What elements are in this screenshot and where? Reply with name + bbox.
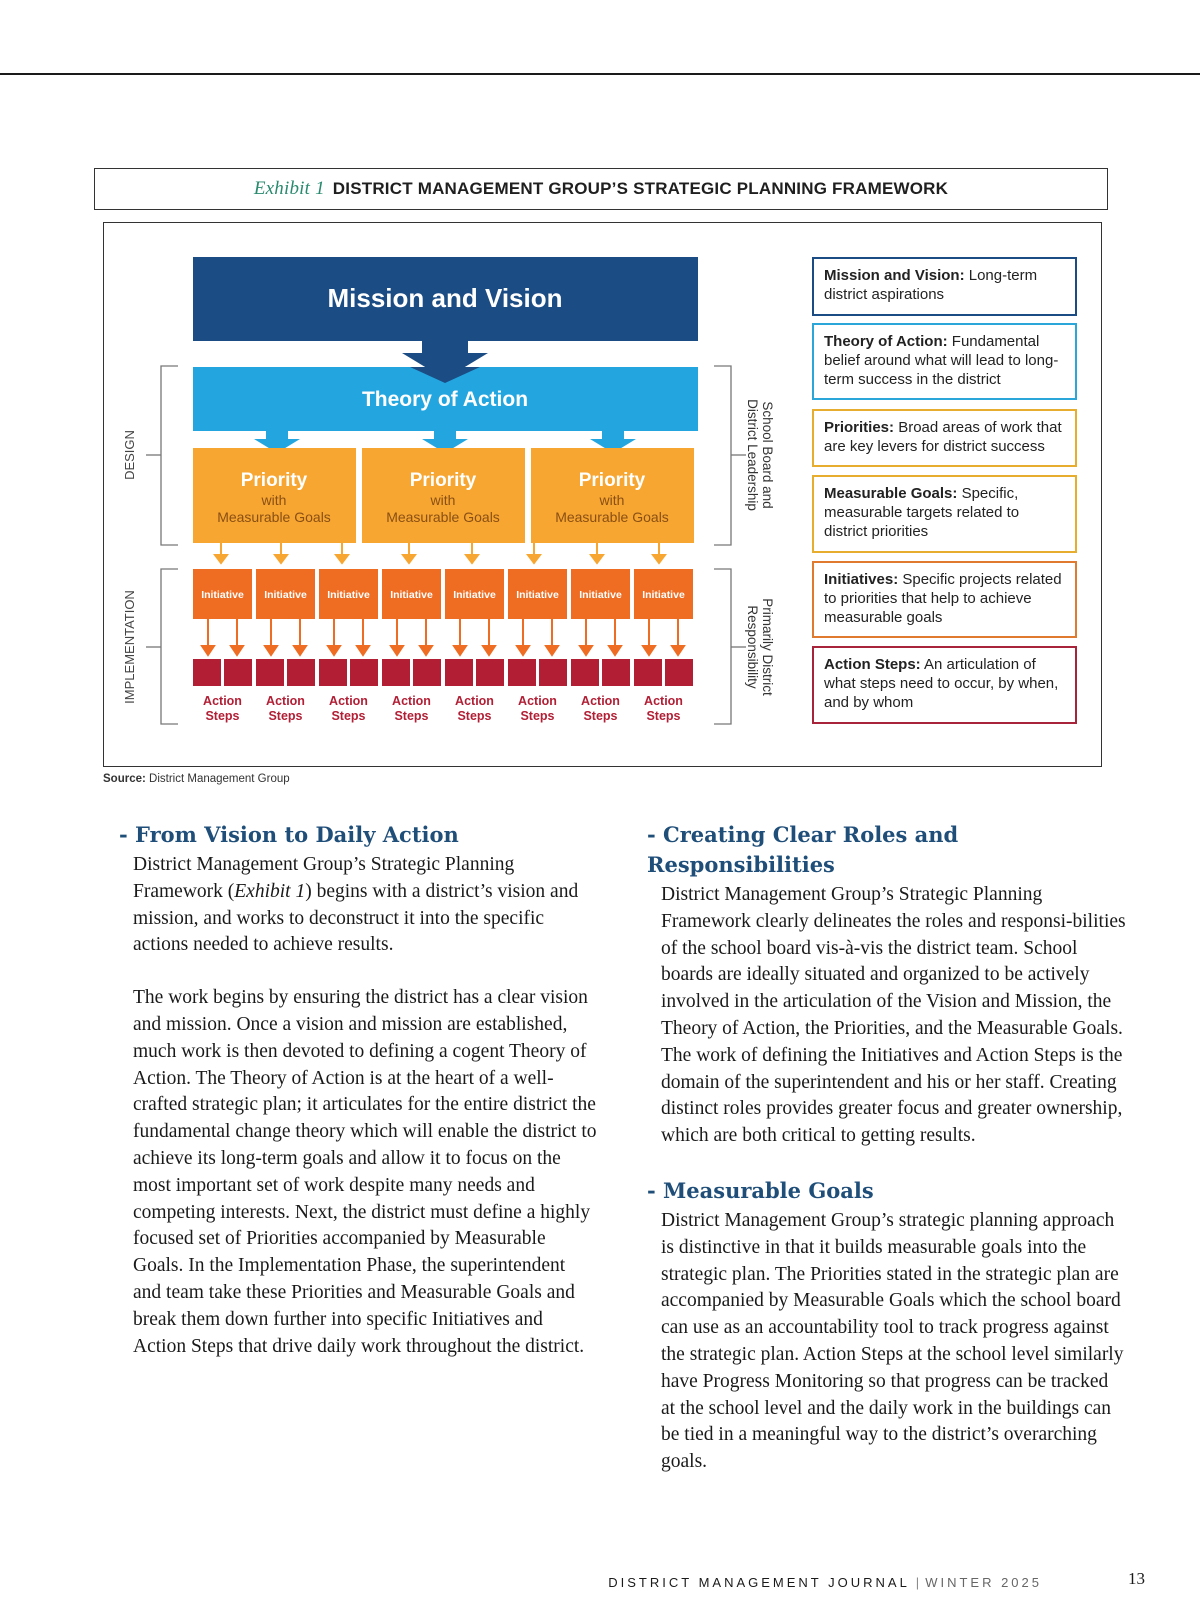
legend-term: Action Steps: [824, 656, 921, 673]
legend-measurable-goals [812, 475, 1077, 553]
action-steps-line1: Action [518, 694, 557, 708]
legend-term: Measurable Goals: [824, 485, 958, 502]
legend-desc: Long-term district aspirations [824, 267, 1038, 303]
footer [608, 1575, 1042, 1590]
action-steps-line1: Action [581, 694, 620, 708]
source-label: Source: [103, 773, 146, 785]
legend-desc: Broad areas of work that are key levers for district success [824, 419, 1062, 455]
priority-arrows [215, 543, 665, 563]
footer-separator: | [915, 1575, 920, 1590]
action-steps-row [193, 659, 693, 686]
left-p1-after: ) begins with a district’s vision and mission, and works to deconstruct it into the specific actions needed to achieve results. [133, 880, 579, 956]
legend-term: Theory of Action: [824, 333, 948, 350]
board-label-line2: District Leadership [745, 399, 760, 511]
initiative-label: Initiative [327, 589, 370, 601]
exhibit-label: Exhibit 1 [253, 178, 325, 199]
right-paragraph-1: District Management Group’s Strategic Planning Framework clearly delineates the roles and responsi-bilities of the school board vis-à-vis the district team. School boards are ideally situated and organized to be actively involved in the articulation of the Vision and Mission, the Theory of Action, the Priorities, and the Measurable Goals. The work of defining the Initiatives and Action Steps is the domain of the superintendent and his or her staff. Creating distinct roles provides greater focus and greater ownership, which are both critical to getting results. [661, 884, 1126, 1147]
action-steps-line2: Steps [394, 709, 429, 723]
priority-title: Priority [409, 470, 477, 491]
action-steps-line2: Steps [331, 709, 366, 723]
district-label-line1: Primarily District [760, 598, 775, 696]
design-label: DESIGN [122, 430, 137, 480]
exhibit-title: DISTRICT MANAGEMENT GROUP’S STRATEGIC PLANNING FRAMEWORK [332, 179, 949, 198]
left-paragraph-2: The work begins by ensuring the district has a clear vision and mission. Once a vision and mission are established, much work is then devoted to defining a cogent Theory of Action. The Theory of Action is at the heart of a well-crafted strategic plan; it articulates for the entire district the fundamental change theory which will enable the district to achieve its long-term goals and allow it to focus on the most important set of work despite many needs and competing interests. Next, the district must define a highly focused set of Priorities accompanied by Measurable Goals. In the Implementation Phase, the superintendent and team take these Priorities and Measurable Goals and break them down further into specific Initiatives and Action Steps that drive daily work throughout the district. [133, 987, 597, 1357]
priority-with: with [599, 492, 625, 508]
initiative-label: Initiative [579, 589, 622, 601]
heading-measurable-goals: - Measurable Goals [647, 1177, 874, 1203]
initiative-label: Initiative [201, 589, 244, 601]
action-steps-line1: Action [329, 694, 368, 708]
action-steps-line2: Steps [520, 709, 555, 723]
legend-term: Initiatives: [824, 571, 899, 588]
left-brackets [146, 366, 178, 724]
legend-desc: Specific, measurable targets related to district priorities [824, 485, 1020, 540]
source-note [103, 773, 290, 785]
heading-vision-to-action: - From Vision to Daily Action [119, 822, 459, 847]
journal-name: DISTRICT MANAGEMENT JOURNAL [608, 1575, 910, 1590]
initiatives-row [193, 569, 693, 619]
action-steps-line1: Action [203, 694, 242, 708]
theory-of-action-label: Theory of Action [361, 388, 529, 411]
initiative-label: Initiative [453, 589, 496, 601]
action-steps-line1: Action [455, 694, 494, 708]
priority-goals: Measurable Goals [217, 509, 331, 525]
legend-initiatives [812, 561, 1077, 638]
heading-roles: - Creating Clear Roles and Responsibilities [647, 822, 959, 877]
legend-theory-of-action [812, 323, 1077, 400]
exhibit-header [94, 168, 1108, 210]
legend-desc: An articulation of what steps need to occur, by when, and by whom [824, 656, 1059, 711]
left-column [119, 820, 598, 1360]
left-p1-before: District Management Group’s Strategic Planning Framework ( [133, 854, 515, 902]
legend-action-steps [812, 646, 1077, 724]
board-label-line1: School Board and [760, 401, 775, 509]
legend-term: Priorities: [824, 419, 895, 436]
priority-title: Priority [240, 470, 308, 491]
initiative-label: Initiative [264, 589, 307, 601]
priority-goals: Measurable Goals [386, 509, 500, 525]
initiative-arrows [202, 619, 684, 655]
page-number: 13 [1128, 1569, 1145, 1588]
action-steps-line2: Steps [646, 709, 681, 723]
right-brackets [714, 366, 746, 724]
implementation-label: IMPLEMENTATION [122, 590, 137, 704]
priority-box-1 [193, 448, 356, 543]
right-paragraph-2: District Management Group’s strategic planning approach is distinctive in that it builds measurable goals into the strategic plan. The Priorities stated in the strategic plan are accompanied by Measurable Goals which the school board can use as an accountability tool to track progress against the strategic plan. Action Steps at the school level similarly have Progress Monitoring so that progress can be tracked at the school level and the daily work in the buildings can be tied in a meaningful way to the district’s overarching goals. [661, 1209, 1124, 1473]
priority-with: with [261, 492, 287, 508]
action-steps-line1: Action [644, 694, 683, 708]
district-label-line2: Responsibility [745, 605, 760, 689]
top-rule [0, 73, 1200, 75]
action-steps-line2: Steps [205, 709, 240, 723]
action-steps-line1: Action [266, 694, 305, 708]
right-column [647, 820, 1126, 1476]
legend-mission-vision [812, 257, 1077, 316]
legend-desc: Fundamental belief around what will lead to long-term success in the district [824, 333, 1059, 388]
action-steps-line2: Steps [268, 709, 303, 723]
action-steps-line1: Action [392, 694, 431, 708]
priority-box-2 [362, 448, 525, 543]
season: WINTER 2025 [925, 1575, 1042, 1590]
priority-with: with [430, 492, 456, 508]
legend-term: Mission and Vision: [824, 267, 965, 284]
action-steps-line2: Steps [583, 709, 618, 723]
left-paragraph-1 [133, 852, 598, 959]
initiative-label: Initiative [390, 589, 433, 601]
left-p1-italic: Exhibit 1 [234, 880, 306, 902]
initiative-label: Initiative [642, 589, 685, 601]
initiative-label: Initiative [516, 589, 559, 601]
mission-vision-label: Mission and Vision [327, 283, 563, 313]
legend-priorities [812, 409, 1077, 467]
priority-goals: Measurable Goals [555, 509, 669, 525]
action-steps-labels [203, 694, 683, 723]
priority-box-3 [531, 448, 694, 543]
legend-desc: Specific projects related to priorities that help to achieve measurable goals [824, 571, 1062, 626]
source-text: District Management Group [149, 773, 290, 785]
priority-title: Priority [578, 470, 646, 491]
action-steps-line2: Steps [457, 709, 492, 723]
